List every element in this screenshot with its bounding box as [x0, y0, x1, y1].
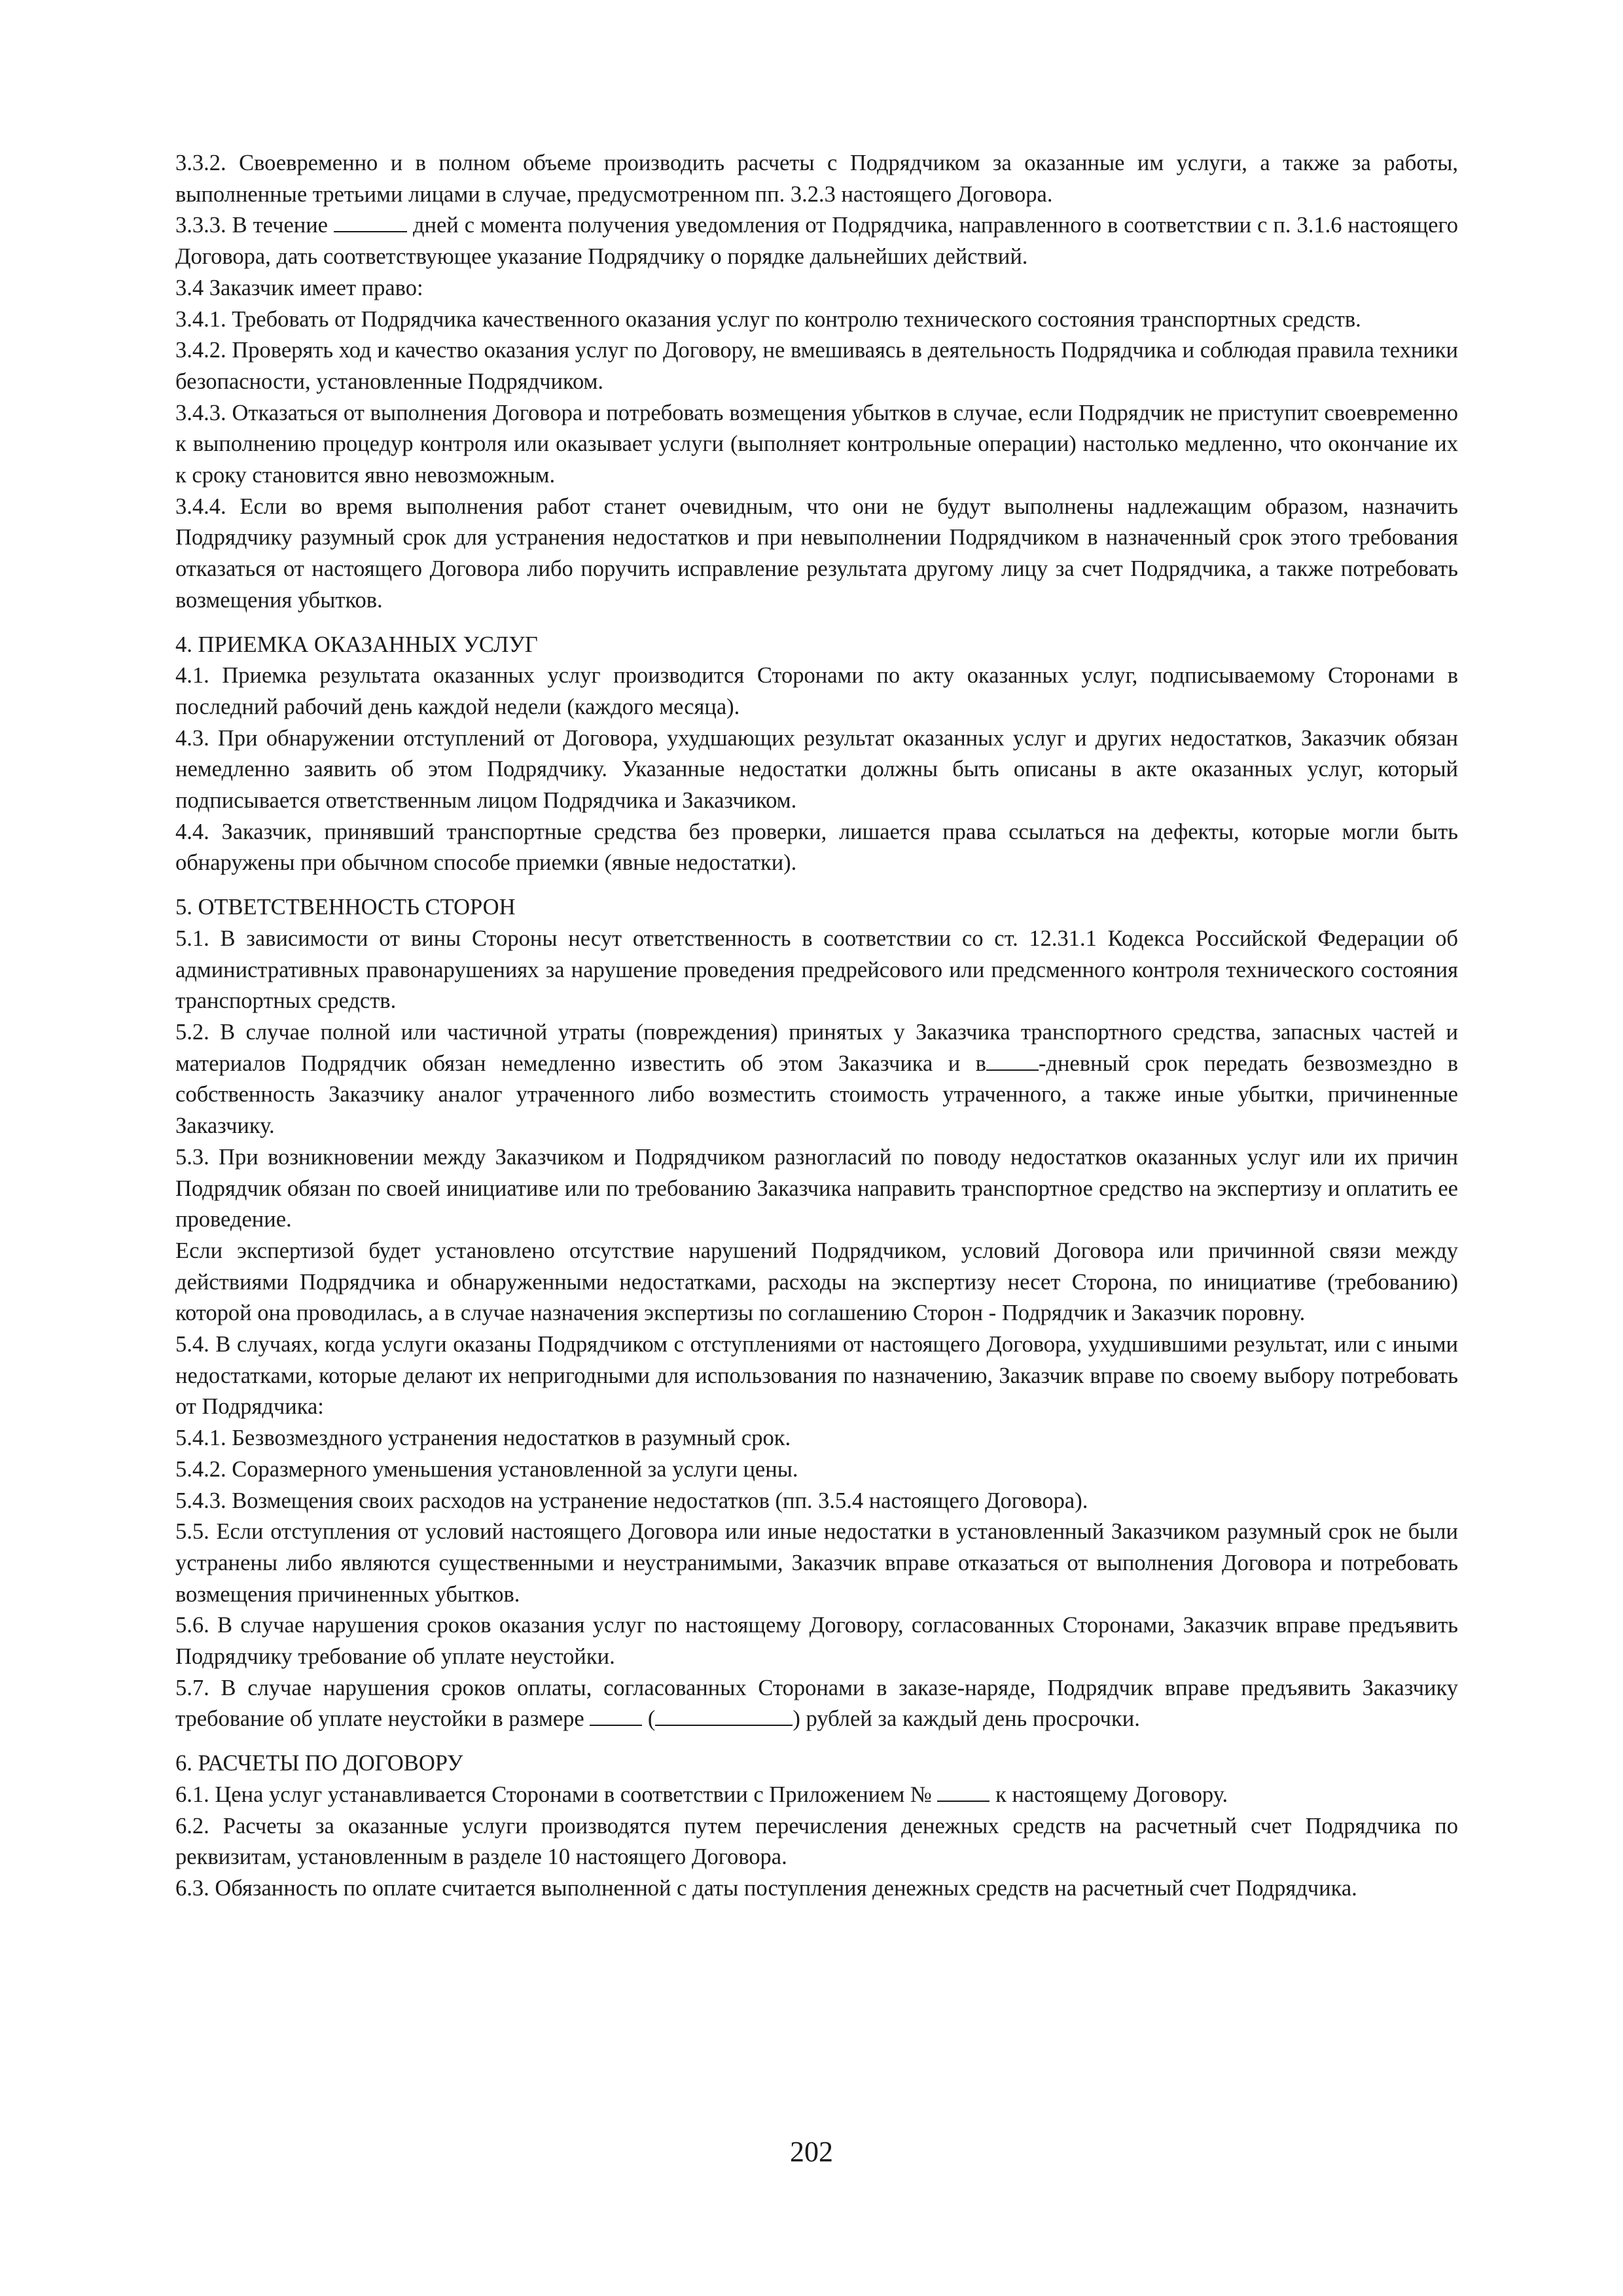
- blank-penalty-amount-words: [655, 1705, 793, 1726]
- blank-appendix-number: [937, 1781, 990, 1802]
- clause-5-4: 5.4. В случаях, когда услуги оказаны Подрядчиком с отступлениями от настоящего Договора, ухудшившими результат, или с иными недостатками, которые делают их непригодными для использования по назначению, Заказчик вправе по своему выбору потребовать от Подрядчика:: [175, 1332, 1458, 1420]
- clause-5-4-3: 5.4.3. Возмещения своих расходов на устранение недостатков (пп. 3.5.4 настоящего Договора).: [175, 1488, 1088, 1513]
- clause-3-3-3-end: дней с момента получения уведомления от Подрядчика, направленного в соответствии с п. 3.1.6 настоящего Договора, дать соответствующее указание Подрядчику о порядке дальнейших действий.: [175, 213, 1458, 270]
- clause-5-1: 5.1. В зависимости от вины Стороны несут ответственность в соответствии со ст. 12.31.1 Кодекса Российской Федерации об административных правонарушениях за нарушение проведения предрейсового или предсменного контроля технического состояния транспортных средств.: [175, 925, 1458, 1014]
- clause-6-1-end: к настоящему Договору.: [995, 1782, 1228, 1807]
- section-4-title: 4. ПРИЕМКА ОКАЗАННЫХ УСЛУГ: [175, 632, 538, 657]
- clause-5-5: 5.5. Если отступления от условий настоящего Договора или иные недостатки в установленный Заказчиком разумный срок не были устранены либо являются существенными и неустранимыми, Заказчик вправе отказаться от выполнения Договора и потребовать возмещения причиненных убытков.: [175, 1519, 1458, 1607]
- clause-5-4-1: 5.4.1. Безвозмездного устранения недостатков в разумный срок.: [175, 1426, 791, 1451]
- section-customer-obligations: [175, 148, 1458, 617]
- clause-3-4-2: 3.4.2. Проверять ход и качество оказания услуг по Договору, не вмешиваясь в деятельность Подрядчика и соблюдая правила техники безопасности, установленные Подрядчиком.: [175, 338, 1458, 394]
- clause-3-4-1: 3.4.1. Требовать от Подрядчика качественного оказания услуг по контролю технического состояния транспортных средств.: [175, 306, 1361, 332]
- clause-3-4-4: 3.4.4. Если во время выполнения работ станет очевидным, что они не будут выполнены надлежащим образом, назначить Подрядчику разумный срок для устранения недостатков и при невыполнении Подрядчиком в назначенный срок этого требования отказаться от настоящего Договора либо поручить исправление результата другому лицу за счет Подрядчика, а также потребовать возмещения убытков.: [175, 493, 1458, 613]
- clause-3-4: 3.4 Заказчик имеет право:: [175, 275, 423, 300]
- section-6-payments: [175, 1748, 1458, 1905]
- blank-days-count: [986, 1050, 1039, 1071]
- clause-4-1: 4.1. Приемка результата оказанных услуг производится Сторонами по акту оказанных услуг, подписываемому Сторонами в последний рабочий день каждой недели (каждого месяца).: [175, 663, 1458, 719]
- clause-4-4: 4.4. Заказчик, принявший транспортные средства без проверки, лишается права ссылаться на дефекты, которые могли быть обнаружены при обычном способе приемки (явные недостатки).: [175, 819, 1458, 876]
- clause-3-3-3-start: 3.3.3. В течение: [175, 213, 328, 238]
- clause-6-1-start: 6.1. Цена услуг устанавливается Сторонами в соответствии с Приложением №: [175, 1782, 932, 1807]
- document-body: [175, 148, 1458, 1905]
- blank-days-field: [334, 211, 407, 232]
- section-5-title: 5. ОТВЕТСТВЕННОСТЬ СТОРОН: [175, 895, 516, 920]
- clause-6-2: 6.2. Расчеты за оказанные услуги производятся путем перечисления денежных средств на расчетный счет Подрядчика по реквизитам, установленным в разделе 10 настоящего Договора.: [175, 1813, 1458, 1870]
- blank-penalty-amount: [590, 1705, 642, 1726]
- clause-3-3-3: [175, 210, 1458, 272]
- section-5-liability: [175, 892, 1458, 1735]
- page-number: 202: [790, 2136, 833, 2168]
- clause-5-2-end: -дневный срок передать безвозмездно в собственность Заказчику аналог утраченного либо возместить стоимость утраченного, а также иные убытки, причиненные Заказчику.: [175, 1050, 1458, 1139]
- clause-5-6: 5.6. В случае нарушения сроков оказания услуг по настоящему Договору, согласованных Сторонами, Заказчик вправе предъявить Подрядчику требование об уплате неустойки.: [175, 1613, 1458, 1670]
- clause-6-1: [175, 1780, 1458, 1811]
- clause-3-4-3: 3.4.3. Отказаться от выполнения Договора и потребовать возмещения убытков в случае, если Подрядчик не приступит своевременно к выполнению процедур контроля или оказывает услуги (выполняет контрольные операции) настолько медленно, что окончание их к сроку становится явно невозможным.: [175, 400, 1458, 488]
- clause-4-3: 4.3. При обнаружении отступлений от Договора, ухудшающих результат оказанных услуг и других недостатков, Заказчик обязан немедленно заявить об этом Подрядчику. Указанные недостатки должны быть описаны в акте оказанных услуг, который подписывается ответственным лицом Подрядчика и Заказчиком.: [175, 725, 1458, 814]
- clause-5-2-start: 5.2. В случае полной или частичной утраты (повреждения) принятых у Заказчика транспортного средства, запасных частей и материалов Подрядчик обязан немедленно известить об этом Заказчика и в: [175, 1019, 1458, 1076]
- clause-5-4-2: 5.4.2. Соразмерного уменьшения установленной за услуги цены.: [175, 1456, 798, 1482]
- clause-5-3-continued: Если экспертизой будет установлено отсутствие нарушений Подрядчиком, условий Договора или причинной связи между действиями Подрядчика и обнаруженными недостатками, расходы на экспертизу несет Сторона, по инициативе (требованию) которой она проводилась, а в случае назначения экспертизы по соглашению Сторон - Подрядчик и Заказчик поровну.: [175, 1238, 1458, 1326]
- clause-5-2: [175, 1017, 1458, 1142]
- section-4-acceptance: [175, 630, 1458, 880]
- clause-6-3: 6.3. Обязанность по оплате считается выполненной с даты поступления денежных средств на расчетный счет Подрядчика.: [175, 1875, 1357, 1901]
- clause-5-7-paren: (: [647, 1706, 656, 1732]
- section-6-title: 6. РАСЧЕТЫ ПО ДОГОВОРУ: [175, 1751, 463, 1776]
- clause-5-3: 5.3. При возникновении между Заказчиком и Подрядчиком разногласий по поводу недостатков оказанных услуг или их причин Подрядчик обязан по своей инициативе или по требованию Заказчика направить транспортное средство на экспертизу и оплатить ее проведение.: [175, 1144, 1458, 1232]
- clause-3-3-2: 3.3.2. Своевременно и в полном объеме производить расчеты с Подрядчиком за оказанные им услуги, а также за работы, выполненные третьими лицами в случае, предусмотренном пп. 3.2.3 настоящего Договора.: [175, 151, 1458, 207]
- clause-5-7: [175, 1673, 1458, 1735]
- clause-5-7-start: 5.7. В случае нарушения сроков оплаты, согласованных Сторонами в заказе-наряде, Подрядчик вправе предъявить Заказчику требование об уплате неустойки в размере: [175, 1675, 1458, 1732]
- clause-5-7-end: ) рублей за каждый день просрочки.: [793, 1706, 1140, 1732]
